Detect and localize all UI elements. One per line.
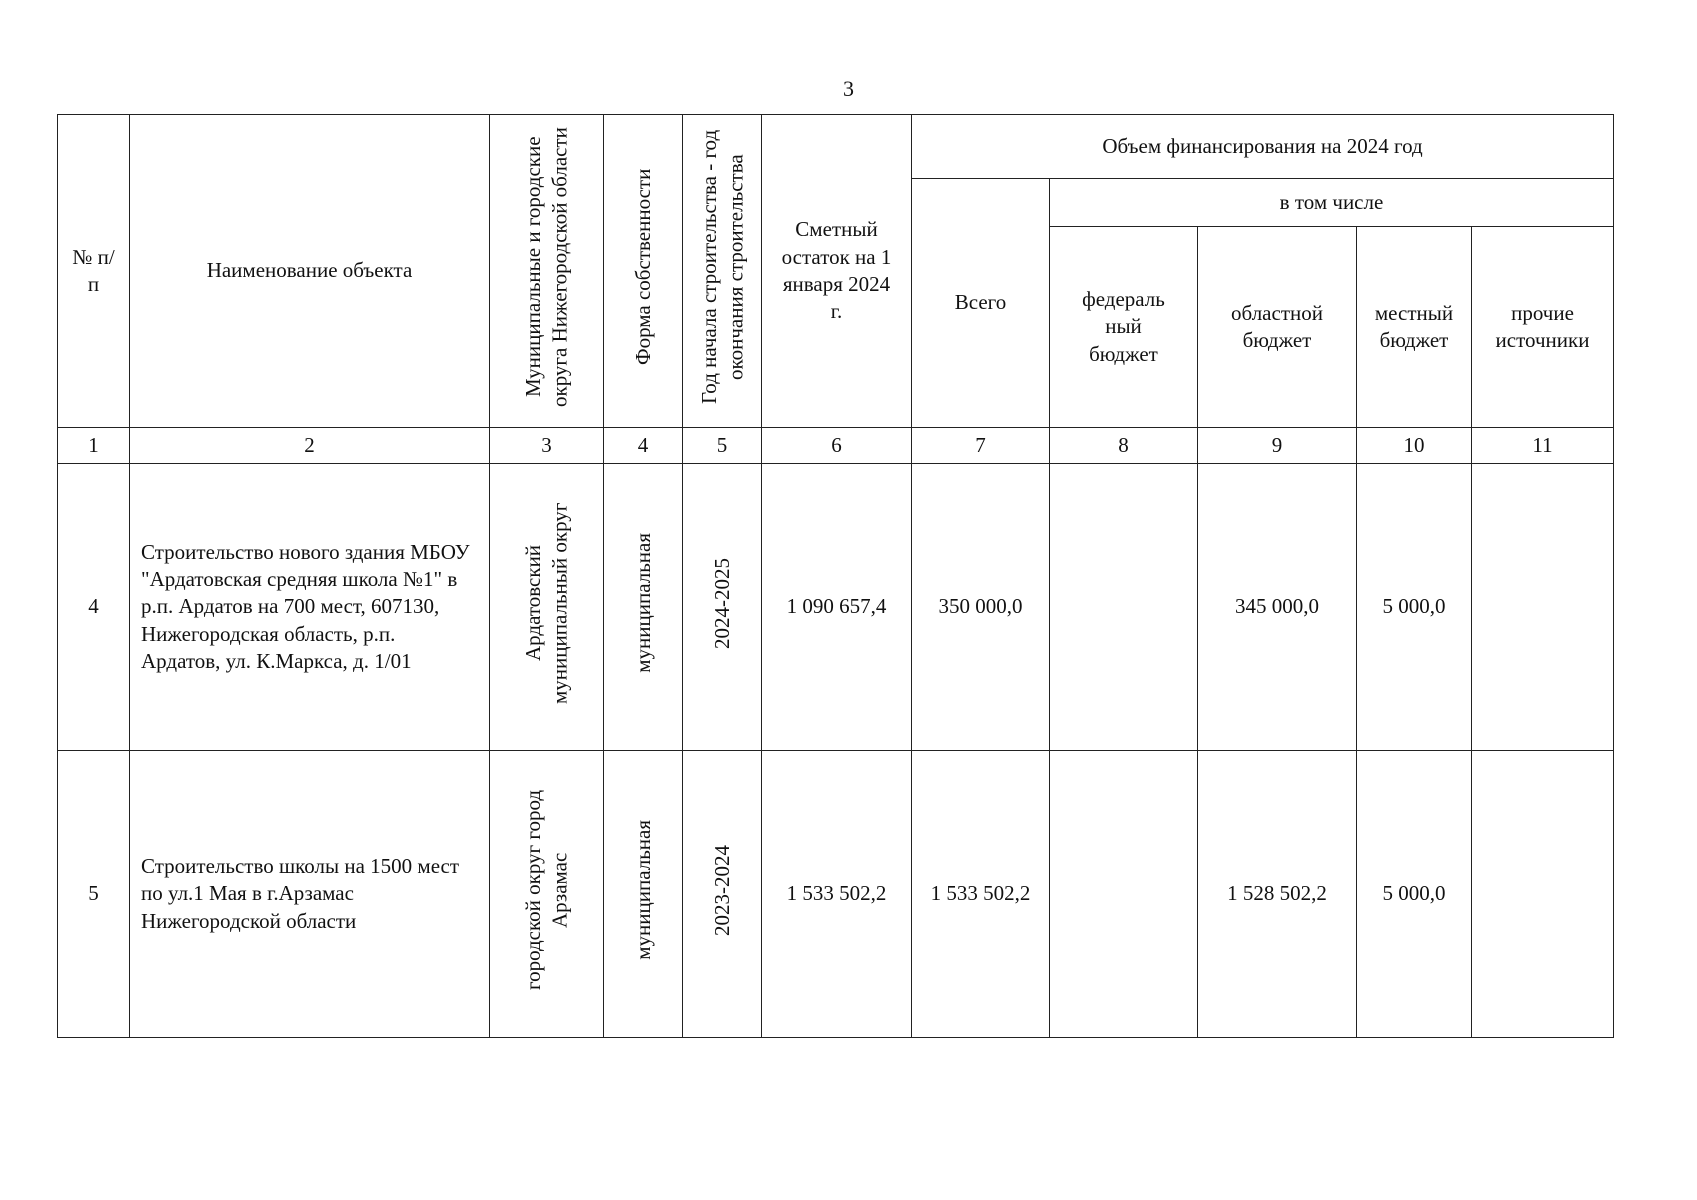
column-number: 8 bbox=[1050, 428, 1198, 464]
header-financing: Объем финансирования на 2024 год bbox=[912, 115, 1614, 179]
row-municipality-text: Ардатовский муниципальный округ bbox=[521, 502, 572, 705]
column-number: 2 bbox=[130, 428, 490, 464]
row-name: Строительство нового здания МБОУ "Ардатовская средняя школа №1" в р.п. Ардатов на 700 мест, 607130, Нижегородская область, р.п. Ардатов, ул. К.Маркса, д. 1/01 bbox=[130, 464, 490, 751]
column-number: 6 bbox=[762, 428, 912, 464]
row-total: 1 533 502,2 bbox=[912, 751, 1050, 1038]
row-local: 5 000,0 bbox=[1357, 751, 1472, 1038]
row-num: 4 bbox=[58, 464, 130, 751]
header-ownership-text: Форма собственности bbox=[630, 169, 655, 366]
header-name: Наименование объекта bbox=[130, 115, 490, 428]
row-federal bbox=[1050, 751, 1198, 1038]
row-years bbox=[683, 751, 762, 1038]
row-regional: 1 528 502,2 bbox=[1198, 751, 1357, 1038]
header-total: Всего bbox=[912, 179, 1050, 428]
header-local: местный бюджет bbox=[1357, 227, 1472, 428]
header-years-text: Год начала строительства - год окончания строительства bbox=[696, 130, 747, 405]
row-estimate: 1 090 657,4 bbox=[762, 464, 912, 751]
row-municipality bbox=[490, 751, 604, 1038]
row-num: 5 bbox=[58, 751, 130, 1038]
column-number: 5 bbox=[683, 428, 762, 464]
column-number: 7 bbox=[912, 428, 1050, 464]
header-ownership bbox=[604, 115, 683, 428]
row-years bbox=[683, 464, 762, 751]
column-number-row bbox=[58, 428, 1614, 464]
column-number: 3 bbox=[490, 428, 604, 464]
header-municipality bbox=[490, 115, 604, 428]
row-years-text: 2023-2024 bbox=[709, 844, 734, 936]
header-num: № п/п bbox=[58, 115, 130, 428]
row-other bbox=[1472, 751, 1614, 1038]
row-ownership bbox=[604, 464, 683, 751]
row-other bbox=[1472, 464, 1614, 751]
header-municipality-text: Муниципальные и городские округа Нижегородской области bbox=[521, 127, 572, 408]
page-number: 3 bbox=[843, 76, 854, 101]
row-municipality bbox=[490, 464, 604, 751]
row-regional: 345 000,0 bbox=[1198, 464, 1357, 751]
column-number: 11 bbox=[1472, 428, 1614, 464]
table-row bbox=[58, 464, 1614, 751]
header-years bbox=[683, 115, 762, 428]
row-ownership-text: муниципальная bbox=[630, 820, 655, 961]
column-number: 1 bbox=[58, 428, 130, 464]
header-regional: областной бюджет bbox=[1198, 227, 1357, 428]
row-name: Строительство школы на 1500 мест по ул.1 Мая в г.Арзамас Нижегородской области bbox=[130, 751, 490, 1038]
header-including: в том числе bbox=[1050, 179, 1614, 227]
row-total: 350 000,0 bbox=[912, 464, 1050, 751]
row-years-text: 2024-2025 bbox=[709, 557, 734, 649]
header-other: прочие источники bbox=[1472, 227, 1614, 428]
header-federal: федераль ный бюджет bbox=[1050, 227, 1198, 428]
row-local: 5 000,0 bbox=[1357, 464, 1472, 751]
column-number: 9 bbox=[1198, 428, 1357, 464]
header-row-top bbox=[58, 115, 1614, 179]
column-number: 10 bbox=[1357, 428, 1472, 464]
row-federal bbox=[1050, 464, 1198, 751]
row-municipality-text: городской округ город Арзамас bbox=[521, 790, 572, 991]
table-row bbox=[58, 751, 1614, 1038]
row-estimate: 1 533 502,2 bbox=[762, 751, 912, 1038]
row-ownership-text: муниципальная bbox=[630, 533, 655, 674]
column-number: 4 bbox=[604, 428, 683, 464]
financing-table bbox=[57, 114, 1614, 1038]
row-ownership bbox=[604, 751, 683, 1038]
header-estimate: Сметный остаток на 1 января 2024 г. bbox=[762, 115, 912, 428]
